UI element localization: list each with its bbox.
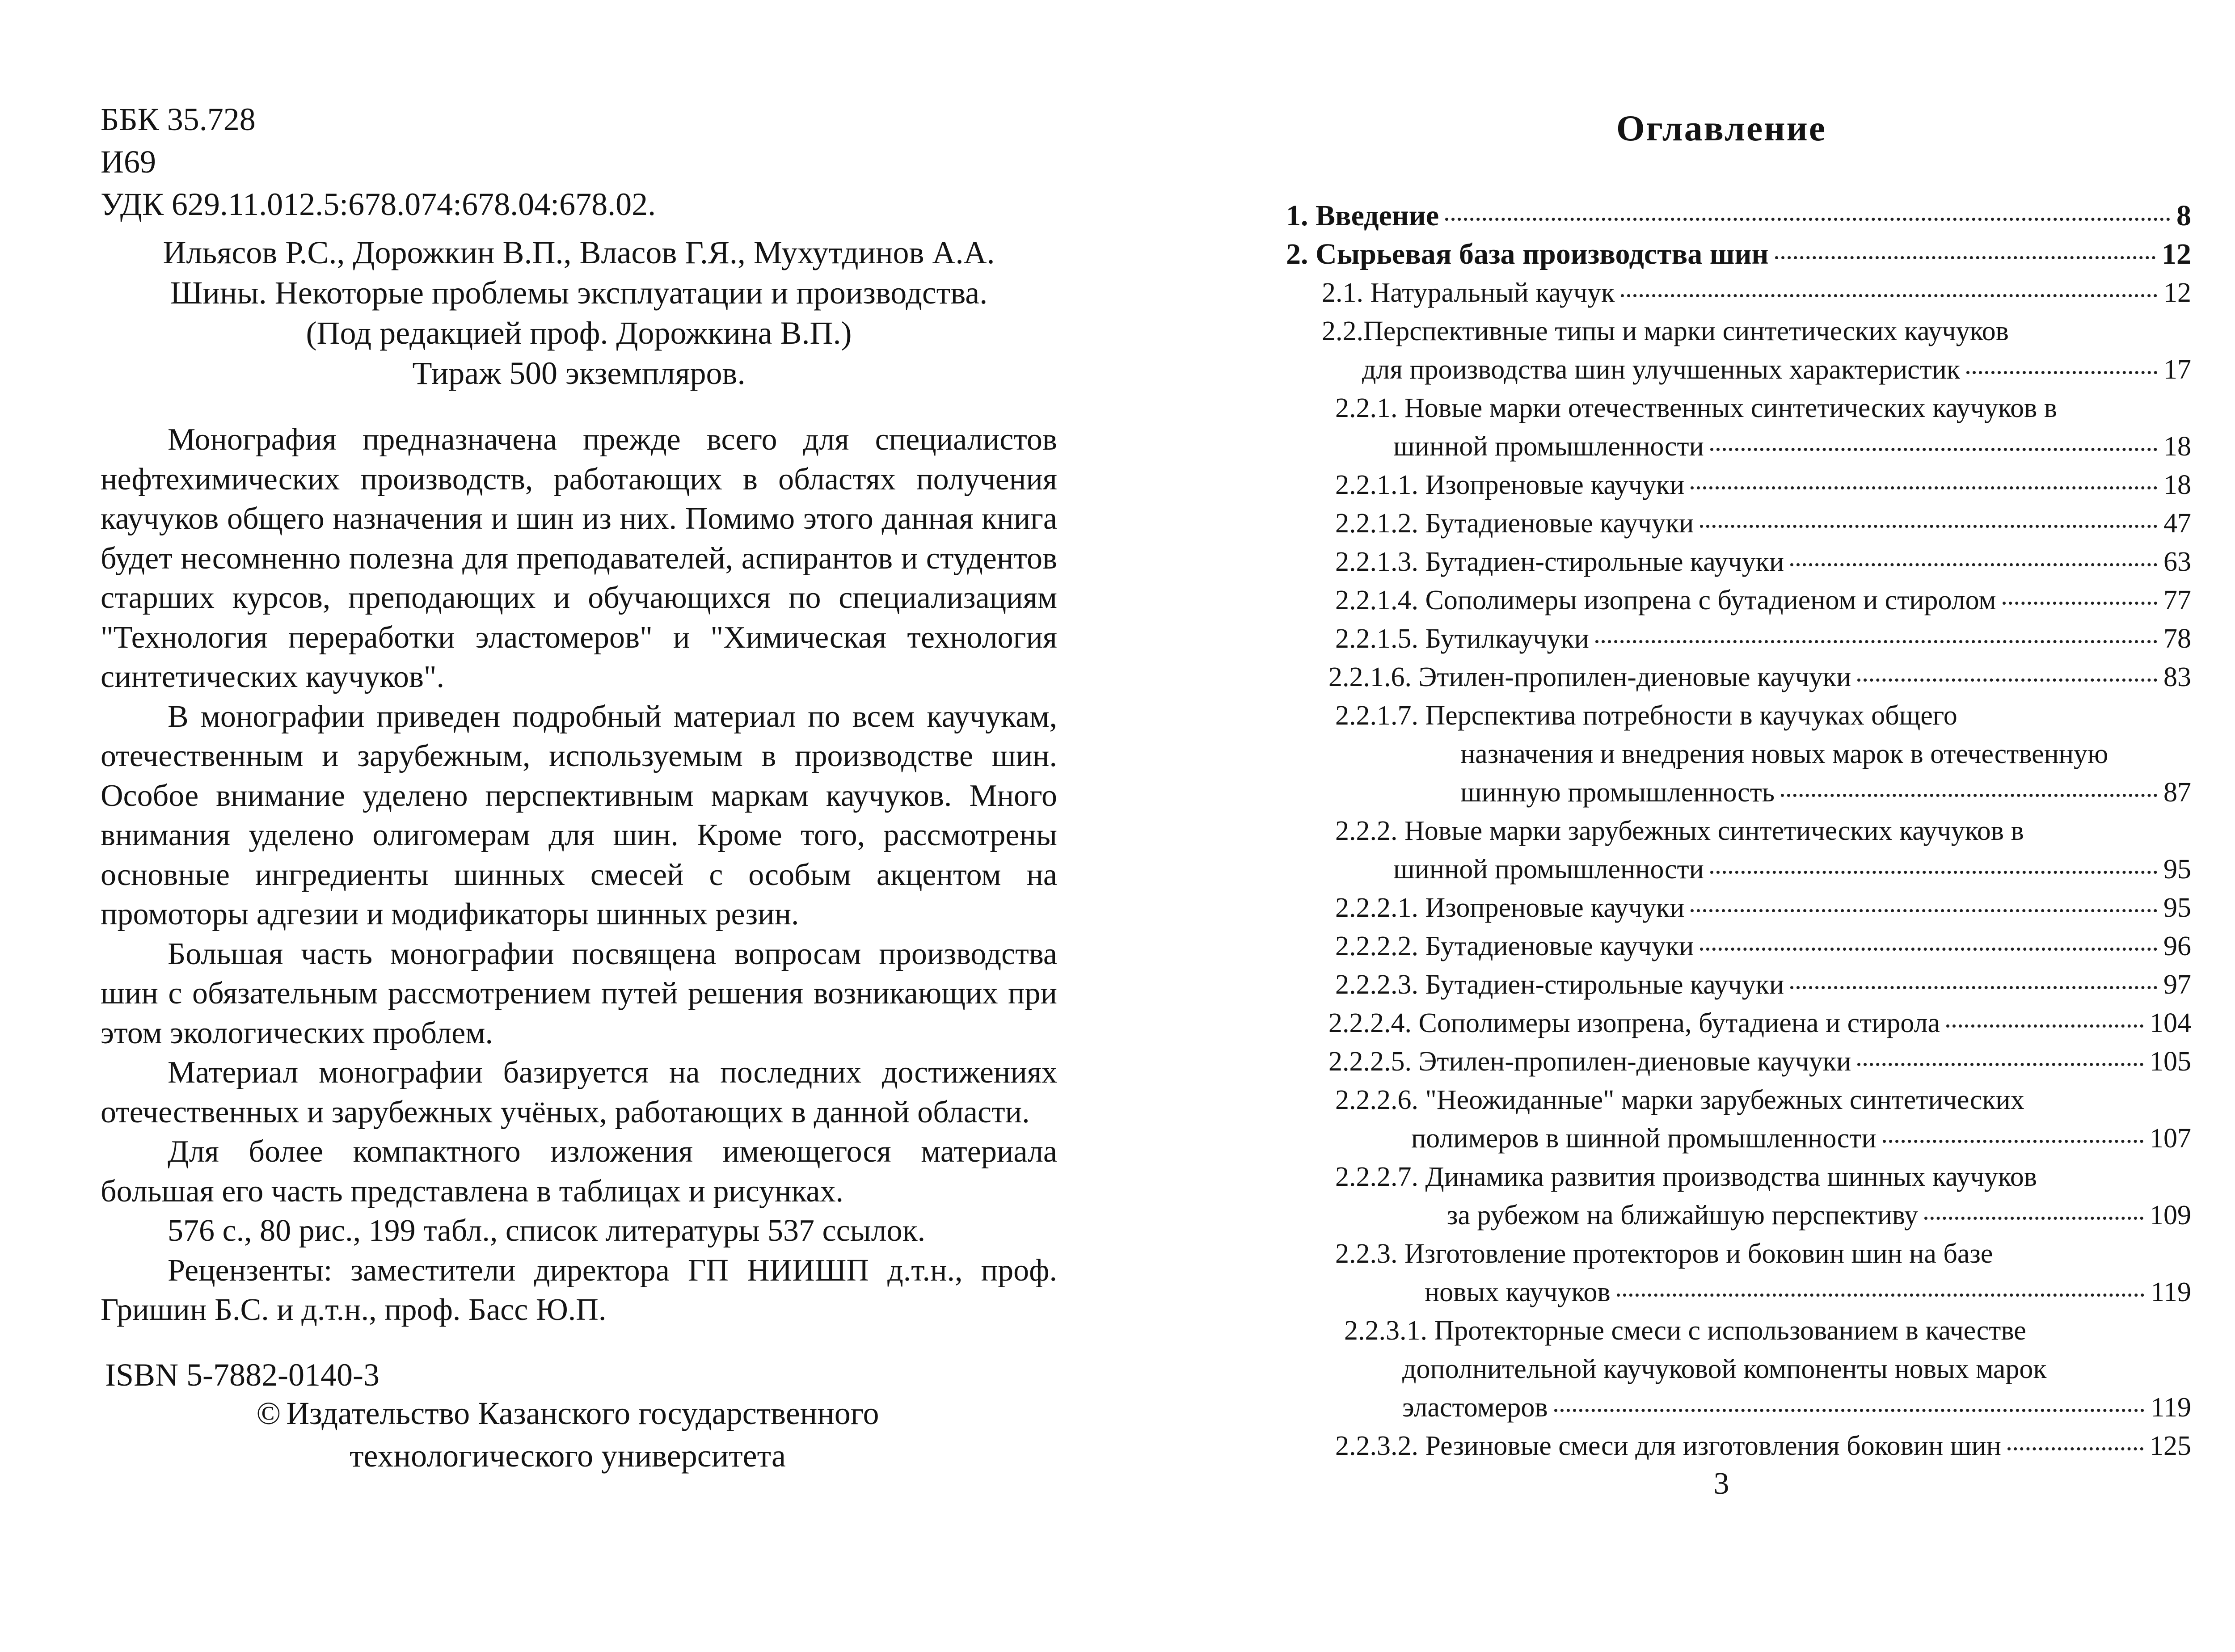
toc-leader-dots bbox=[1857, 1063, 2143, 1066]
toc-entry bbox=[1286, 773, 2191, 812]
toc-leader-dots bbox=[1700, 948, 2157, 951]
toc-entry bbox=[1286, 427, 2191, 466]
toc-page-number: 8 bbox=[2176, 199, 2191, 232]
toc-entry bbox=[1286, 1158, 2191, 1196]
toc-page-number: 107 bbox=[2150, 1123, 2191, 1154]
toc-page-number: 18 bbox=[2163, 470, 2191, 500]
annotation-paragraph: Монография предназначена прежде всего для специалистов нефтехимических производств, работающих в областях получения каучуков общего назначения и шин из них. Помимо этого данная книга будет несомненно полезна для преподавателей, аспирантов и студентов старших курсов, преподающих и обучающихся по специализациям "Технология переработки эластомеров" и "Химическая технология синтетических каучуков". bbox=[101, 422, 1057, 694]
isbn: ISBN 5-7882-0140-3 bbox=[105, 1357, 380, 1393]
toc-leader-dots bbox=[1781, 794, 2157, 797]
toc-page-number: 96 bbox=[2163, 931, 2191, 961]
toc-entry bbox=[1286, 927, 2191, 965]
authors: Ильясов Р.С., Дорожкин В.П., Власов Г.Я., Мухутдинов А.А. bbox=[163, 235, 995, 270]
toc-entry bbox=[1286, 1311, 2191, 1350]
toc-entry bbox=[1286, 1235, 2191, 1273]
toc-page-number: 17 bbox=[2163, 354, 2191, 385]
toc-page-number: 78 bbox=[2163, 624, 2191, 654]
udk-code: УДК 629.11.012.5:678.074:678.04:678.02. bbox=[101, 186, 656, 222]
toc-entry bbox=[1286, 696, 2191, 735]
toc-entry-label: 2.2.2.2. Бутадиеновые каучуки bbox=[1335, 931, 1694, 961]
toc-leader-dots bbox=[1595, 640, 2157, 643]
page-number: 3 bbox=[1713, 1467, 1729, 1501]
classification-codes bbox=[101, 98, 656, 226]
toc-leader-dots bbox=[1445, 218, 2170, 221]
annotation-paragraph: Для более компактного изложения имеющегося материала большая его часть представлена в таблицах и рисунках. bbox=[101, 1134, 1057, 1209]
toc-entry-label: 2. Сырьевая база производства шин bbox=[1286, 238, 1769, 270]
toc-leader-dots bbox=[1924, 1217, 2143, 1220]
toc-title: Оглавление bbox=[1616, 108, 1827, 148]
toc-entry-label: 2.2.1.1. Изопреновые каучуки bbox=[1335, 470, 1685, 500]
toc-entry bbox=[1286, 274, 2191, 312]
toc-leader-dots bbox=[1790, 986, 2157, 989]
right-page bbox=[1147, 0, 2235, 1652]
toc-entry bbox=[1286, 620, 2191, 658]
book-stats: 576 с., 80 рис., 199 табл., список литературы 537 ссылок. bbox=[168, 1214, 926, 1248]
toc-entry bbox=[1286, 965, 2191, 1004]
annotation bbox=[101, 420, 1057, 1330]
table-of-contents bbox=[1286, 197, 2235, 1465]
toc-entry-label: полимеров в шинной промышленности bbox=[1411, 1123, 1877, 1154]
book-title: Шины. Некоторые проблемы эксплуатации и производства. bbox=[170, 275, 988, 311]
annotation-paragraph: В монографии приведен подробный материал по всем каучукам, отечественным и зарубежным, используемым в производстве шин. Особое внимание уделено перспективным маркам каучуков. Много внимания уделено олигомерам для шин. Кроме того, рассмотрены основные ингредиенты шинных смесей с особым акцентом на промоторы адгезии и модификаторы шинных резин. bbox=[101, 699, 1057, 931]
toc-entry-label: 2.1. Натуральный каучук bbox=[1322, 278, 1615, 308]
toc-entry bbox=[1286, 197, 2191, 235]
reviewers: Рецензенты: заместители директора ГП НИИШП д.т.н., проф. Гришин Б.С. и д.т.н., проф. Басс Ю.П. bbox=[101, 1253, 1057, 1327]
toc-page-number: 12 bbox=[2163, 278, 2191, 308]
toc-entry-label: 2.2.2. Новые марки зарубежных синтетических каучуков в bbox=[1335, 816, 2024, 846]
annotation-paragraph: Материал монографии базируется на последних достижениях отечественных и зарубежных учёных, работающих в данной области. bbox=[101, 1055, 1057, 1129]
toc-entry bbox=[1286, 312, 2191, 350]
toc-page-number: 97 bbox=[2163, 969, 2191, 1000]
toc-entry-label: назначения и внедрения новых марок в отечественную bbox=[1460, 739, 2108, 769]
toc-leader-dots bbox=[1883, 1140, 2143, 1143]
toc-page-number: 87 bbox=[2163, 777, 2191, 808]
toc-entry bbox=[1286, 1004, 2191, 1042]
toc-page-number: 12 bbox=[2162, 238, 2191, 270]
toc-entry-label: для производства шин улучшенных характеристик bbox=[1362, 354, 1961, 385]
toc-leader-dots bbox=[1710, 448, 2157, 451]
annotation-paragraph: Большая часть монографии посвящена вопросам производства шин с обязательным рассмотрением путей решения возникающих при этом экологических проблем. bbox=[101, 936, 1057, 1050]
toc-entry bbox=[1286, 504, 2191, 543]
toc-entry bbox=[1286, 735, 2191, 773]
toc-entry-label: 2.2.Перспективные типы и марки синтетических каучуков bbox=[1322, 316, 2009, 346]
publisher bbox=[210, 1392, 925, 1477]
toc-page-number: 63 bbox=[2163, 547, 2191, 577]
toc-leader-dots bbox=[1946, 1024, 2143, 1028]
toc-entry-label: за рубежом на ближайшую перспективу bbox=[1447, 1200, 1919, 1231]
toc-page-number: 95 bbox=[2163, 854, 2191, 885]
bibliographic-header bbox=[101, 232, 1057, 393]
toc-entry bbox=[1286, 389, 2191, 427]
toc-entry bbox=[1286, 543, 2191, 581]
toc-entry bbox=[1286, 466, 2191, 504]
toc-leader-dots bbox=[2007, 1447, 2143, 1450]
toc-page-number: 119 bbox=[2151, 1277, 2191, 1307]
toc-entry bbox=[1286, 350, 2191, 389]
toc-leader-dots bbox=[1710, 871, 2157, 874]
toc-page-number: 125 bbox=[2150, 1431, 2191, 1461]
toc-leader-dots bbox=[2003, 602, 2157, 605]
toc-entry-label: 2.2.1.2. Бутадиеновые каучуки bbox=[1335, 508, 1694, 539]
toc-entry-label: 2.2.3. Изготовление протекторов и боковин шин на базе bbox=[1335, 1239, 1993, 1269]
toc-page-number: 104 bbox=[2150, 1008, 2191, 1038]
toc-leader-dots bbox=[1700, 525, 2157, 528]
toc-leader-dots bbox=[1691, 486, 2157, 489]
toc-entry bbox=[1286, 850, 2191, 889]
toc-entry-label: 2.2.2.3. Бутадиен-стирольные каучуки bbox=[1335, 969, 1784, 1000]
toc-entry-label: 2.2.2.7. Динамика развития производства шинных каучуков bbox=[1335, 1162, 2037, 1192]
toc-page-number: 95 bbox=[2163, 893, 2191, 923]
author-mark: И69 bbox=[101, 144, 156, 180]
toc-entry-label: 2.2.2.4. Сополимеры изопрена, бутадиена и стирола bbox=[1328, 1008, 1940, 1038]
toc-entry-label: 2.2.2.5. Этилен-пропилен-диеновые каучуки bbox=[1328, 1046, 1851, 1077]
toc-entry-label: 2.2.1.5. Бутилкаучуки bbox=[1335, 624, 1589, 654]
bbk-code: ББК 35.728 bbox=[101, 101, 256, 137]
toc-entry-label: 2.2.1.6. Этилен-пропилен-диеновые каучуки bbox=[1328, 662, 1851, 692]
toc-leader-dots bbox=[1554, 1409, 2145, 1412]
toc-leader-dots bbox=[1775, 256, 2155, 259]
toc-entry-label: 2.2.1.4. Сополимеры изопрена с бутадиеном и стиролом bbox=[1335, 585, 1996, 615]
toc-entry bbox=[1286, 812, 2191, 850]
toc-entry-label: шинную промышленность bbox=[1460, 777, 1775, 808]
toc-entry bbox=[1286, 235, 2191, 274]
toc-entry-label: 2.2.3.2. Резиновые смеси для изготовления боковин шин bbox=[1335, 1431, 2001, 1461]
toc-entry bbox=[1286, 889, 2191, 927]
toc-leader-dots bbox=[1790, 563, 2157, 566]
toc-entry bbox=[1286, 1196, 2191, 1235]
toc-page-number: 109 bbox=[2150, 1200, 2191, 1231]
toc-entry bbox=[1286, 1350, 2191, 1388]
toc-leader-dots bbox=[1617, 1294, 2145, 1297]
toc-entry bbox=[1286, 1388, 2191, 1427]
toc-entry-label: дополнительной каучуковой компоненты новых марок bbox=[1402, 1354, 2047, 1384]
toc-entry-label: 2.2.3.1. Протекторные смеси с использованием в качестве bbox=[1344, 1315, 2026, 1346]
toc-leader-dots bbox=[1621, 294, 2157, 297]
toc-entry-label: новых каучуков bbox=[1425, 1277, 1611, 1307]
toc-entry-label: 2.2.2.6. "Неожиданные" марки зарубежных синтетических bbox=[1335, 1085, 2024, 1115]
toc-leader-dots bbox=[1857, 678, 2157, 682]
toc-entry bbox=[1286, 658, 2191, 696]
copyright-icon: © bbox=[256, 1395, 281, 1431]
toc-leader-dots bbox=[1966, 371, 2157, 374]
toc-page-number: 47 bbox=[2163, 508, 2191, 539]
toc-entry bbox=[1286, 1273, 2191, 1311]
publisher-line-2: технологического университета bbox=[350, 1438, 786, 1474]
toc-page-number: 18 bbox=[2163, 431, 2191, 462]
toc-entry bbox=[1286, 581, 2191, 620]
toc-entry-label: 2.2.1.7. Перспектива потребности в каучуках общего bbox=[1335, 700, 1957, 731]
toc-entry bbox=[1286, 1081, 2191, 1119]
circulation: Тираж 500 экземпляров. bbox=[412, 355, 746, 391]
editor-note: (Под редакцией проф. Дорожкина В.П.) bbox=[306, 315, 852, 351]
toc-entry bbox=[1286, 1119, 2191, 1158]
toc-leader-dots bbox=[1691, 909, 2157, 912]
toc-entry bbox=[1286, 1427, 2191, 1465]
toc-entry-label: шинной промышленности bbox=[1393, 854, 1704, 885]
toc-page-number: 83 bbox=[2163, 662, 2191, 692]
toc-entry-label: 2.2.2.1. Изопреновые каучуки bbox=[1335, 893, 1685, 923]
toc-entry-label: 1. Введение bbox=[1286, 199, 1439, 232]
toc-entry-label: 2.2.1. Новые марки отечественных синтетических каучуков в bbox=[1335, 393, 2057, 423]
toc-page-number: 77 bbox=[2163, 585, 2191, 615]
toc-entry-label: 2.2.1.3. Бутадиен-стирольные каучуки bbox=[1335, 547, 1784, 577]
toc-entry bbox=[1286, 1042, 2191, 1081]
toc-page-number: 105 bbox=[2150, 1046, 2191, 1077]
toc-page-number: 119 bbox=[2151, 1392, 2191, 1423]
toc-entry-label: шинной промышленности bbox=[1393, 431, 1704, 462]
toc-entry-label: эластомеров bbox=[1402, 1392, 1548, 1423]
publisher-line-1: Издательство Казанского государственного bbox=[286, 1395, 879, 1431]
